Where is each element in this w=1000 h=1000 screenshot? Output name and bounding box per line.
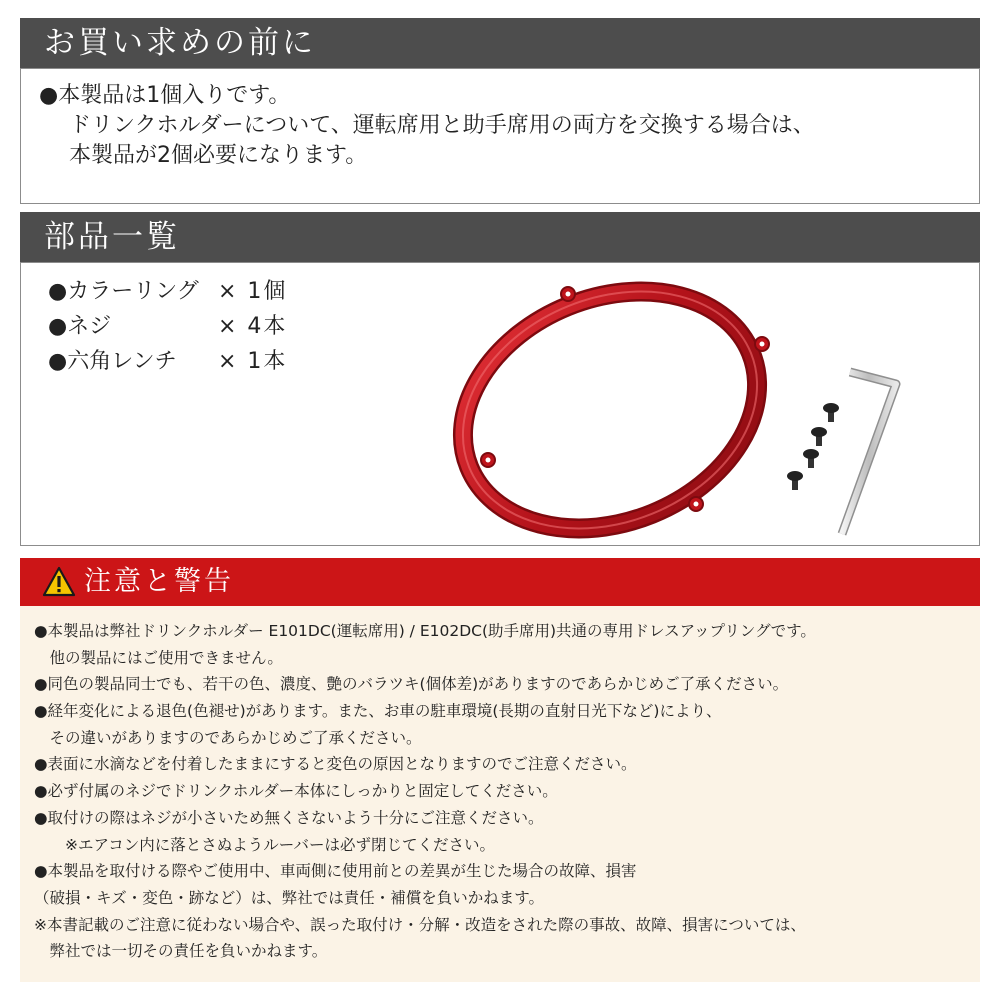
caution-notes	[34, 618, 816, 965]
caution-line: ●経年変化による退色(色褪せ)があります。また、お車の駐車環境(長期の直射日光下など)により、	[34, 702, 722, 721]
before-purchase-box	[20, 68, 980, 204]
caution-line: ●取付けの際はネジが小さいため無くさないよう十分にご注意ください。	[34, 808, 544, 827]
before-purchase-title: お買い求めの前に	[20, 18, 980, 68]
before-purchase-line-2: ドリンクホルダーについて、運転席用と助手席用の両方を交換する場合は、	[69, 113, 815, 138]
parts-list-title: 部品一覧	[20, 212, 980, 262]
caution-line: ●必ず付属のネジでドリンクホルダー本体にしっかりと固定してください。	[34, 782, 558, 801]
screw-image	[787, 403, 839, 490]
product-illustration	[450, 272, 920, 542]
before-purchase-line-3: 本製品が2個必要になります。	[69, 143, 368, 168]
part-quantity: × 1個	[218, 279, 288, 304]
part-name: ●ネジ	[48, 314, 112, 339]
caution-line: ●表面に水滴などを付着したままにすると変色の原因となりますのでご注意ください。	[34, 755, 637, 774]
caution-header	[20, 558, 980, 606]
caution-line: （破損・キズ・変色・跡など）は、弊社では責任・補償を負いかねます。	[34, 888, 544, 907]
part-quantity: × 4本	[218, 314, 288, 339]
color-ring-image	[450, 272, 793, 542]
part-name: ●カラーリング	[48, 279, 199, 304]
warning-triangle-icon	[42, 566, 76, 597]
before-purchase-section	[20, 18, 980, 204]
caution-line: 他の製品にはご使用できません。	[34, 648, 283, 667]
part-quantity: × 1本	[218, 349, 288, 374]
caution-line: その違いがありますのであらかじめご了承ください。	[34, 728, 422, 747]
hex-wrench-image	[842, 372, 896, 534]
caution-box	[20, 606, 980, 982]
caution-title: 注意と警告	[84, 566, 234, 597]
caution-line: ●本製品は弊社ドリンクホルダー E101DC(運転席用) / E102DC(助手席用)共通の専用ドレスアップリングです。	[34, 622, 816, 640]
caution-line: ※本書記載のご注意に従わない場合や、誤った取付け・分解・改造をされた際の事故、故障、損害については、	[34, 915, 806, 934]
caution-line: ●本製品を取付ける際やご使用中、車両側に使用前との差異が生じた場合の故障、損害	[34, 862, 637, 881]
caution-line: ※エアコン内に落とさぬようルーバーは必ず閉じてください。	[34, 835, 495, 854]
caution-line: ●同色の製品同士でも、若干の色、濃度、艶のバラツキ(個体差)がありますのであらかじめご了承ください。	[34, 675, 789, 694]
part-name: ●六角レンチ	[48, 349, 177, 374]
caution-section	[20, 558, 980, 982]
before-purchase-line-1: ●本製品は1個入りです。	[39, 83, 291, 108]
caution-line: 弊社では一切その責任を負いかねます。	[34, 942, 328, 961]
parts-list-section	[20, 212, 980, 546]
